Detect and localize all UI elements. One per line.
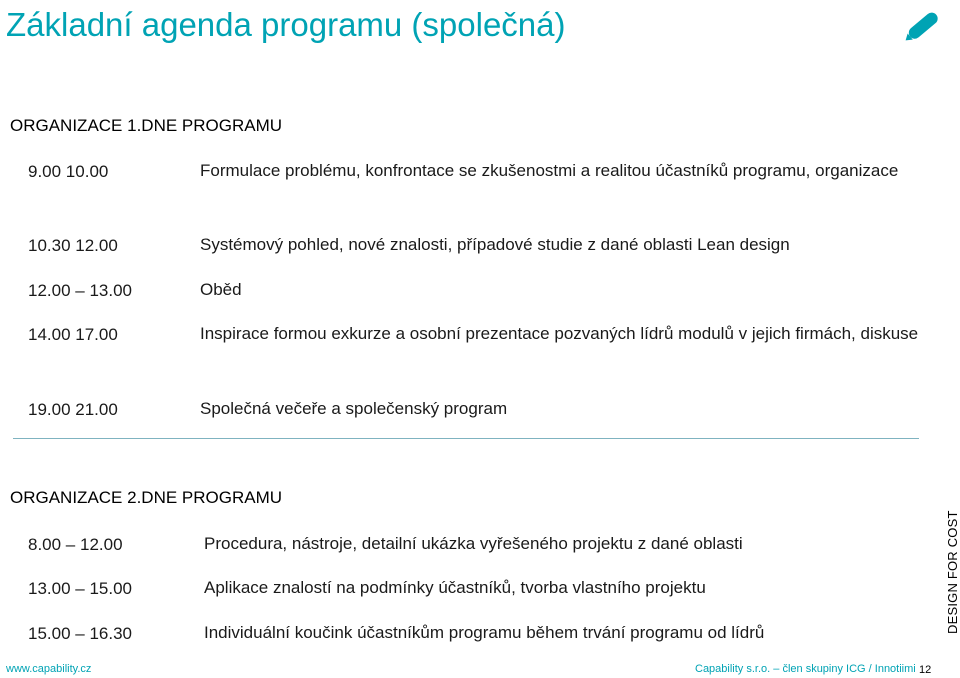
- day2-item-desc: Procedura, nástroje, detailní ukázka vyřešeného projektu z dané oblasti: [204, 534, 743, 553]
- day1-heading: ORGANIZACE 1.DNE PROGRAMU: [10, 116, 283, 135]
- day1-item-desc: Oběd: [200, 280, 242, 299]
- day2-item-time: 13.00 – 15.00: [28, 579, 132, 598]
- day2-item-desc: Individuální koučink účastníkům programu během trvání programu od lídrů: [204, 623, 765, 642]
- page-number: 12: [919, 664, 932, 676]
- footer-member: člen skupiny ICG / Innotiimi: [782, 663, 916, 675]
- day1-item-time: 19.00 21.00: [28, 400, 118, 419]
- day1-item-desc: Inspirace formou exkurze a osobní prezentace pozvaných lídrů modulů v jejich firmách, diskuse: [200, 324, 919, 343]
- day1-item-desc: Formulace problému, konfrontace se zkušenostmi a realitou účastníků programu, organizace: [200, 161, 899, 180]
- day1-item-desc: Společná večeře a společenský program: [200, 399, 508, 418]
- day1-item-desc: Systémový pohled, nové znalosti, případové studie z dané oblasti Lean design: [200, 235, 790, 254]
- day2-item-time: 8.00 – 12.00: [28, 535, 123, 554]
- page-title: Základní agenda programu (společná): [6, 6, 566, 43]
- pencil-logo-icon: [904, 8, 944, 42]
- day1-item-time: 12.00 – 13.00: [28, 281, 132, 300]
- day2-item-time: 15.00 – 16.30: [28, 624, 132, 643]
- footer-company: [695, 663, 916, 675]
- side-label: DESIGN FOR COST: [945, 510, 960, 634]
- footer-separator: –: [773, 663, 780, 675]
- footer-url-link[interactable]: www.capability.cz: [6, 663, 92, 675]
- section-divider: [13, 438, 919, 439]
- day2-item-desc: Aplikace znalostí na podmínky účastníků, tvorba vlastního projektu: [204, 578, 706, 597]
- footer-company-name: Capability s.r.o.: [695, 663, 771, 675]
- day1-item-time: 14.00 17.00: [28, 325, 118, 344]
- day2-heading: ORGANIZACE 2.DNE PROGRAMU: [10, 488, 283, 507]
- day1-item-time: 10.30 12.00: [28, 236, 118, 255]
- day1-item-time: 9.00 10.00: [28, 162, 109, 181]
